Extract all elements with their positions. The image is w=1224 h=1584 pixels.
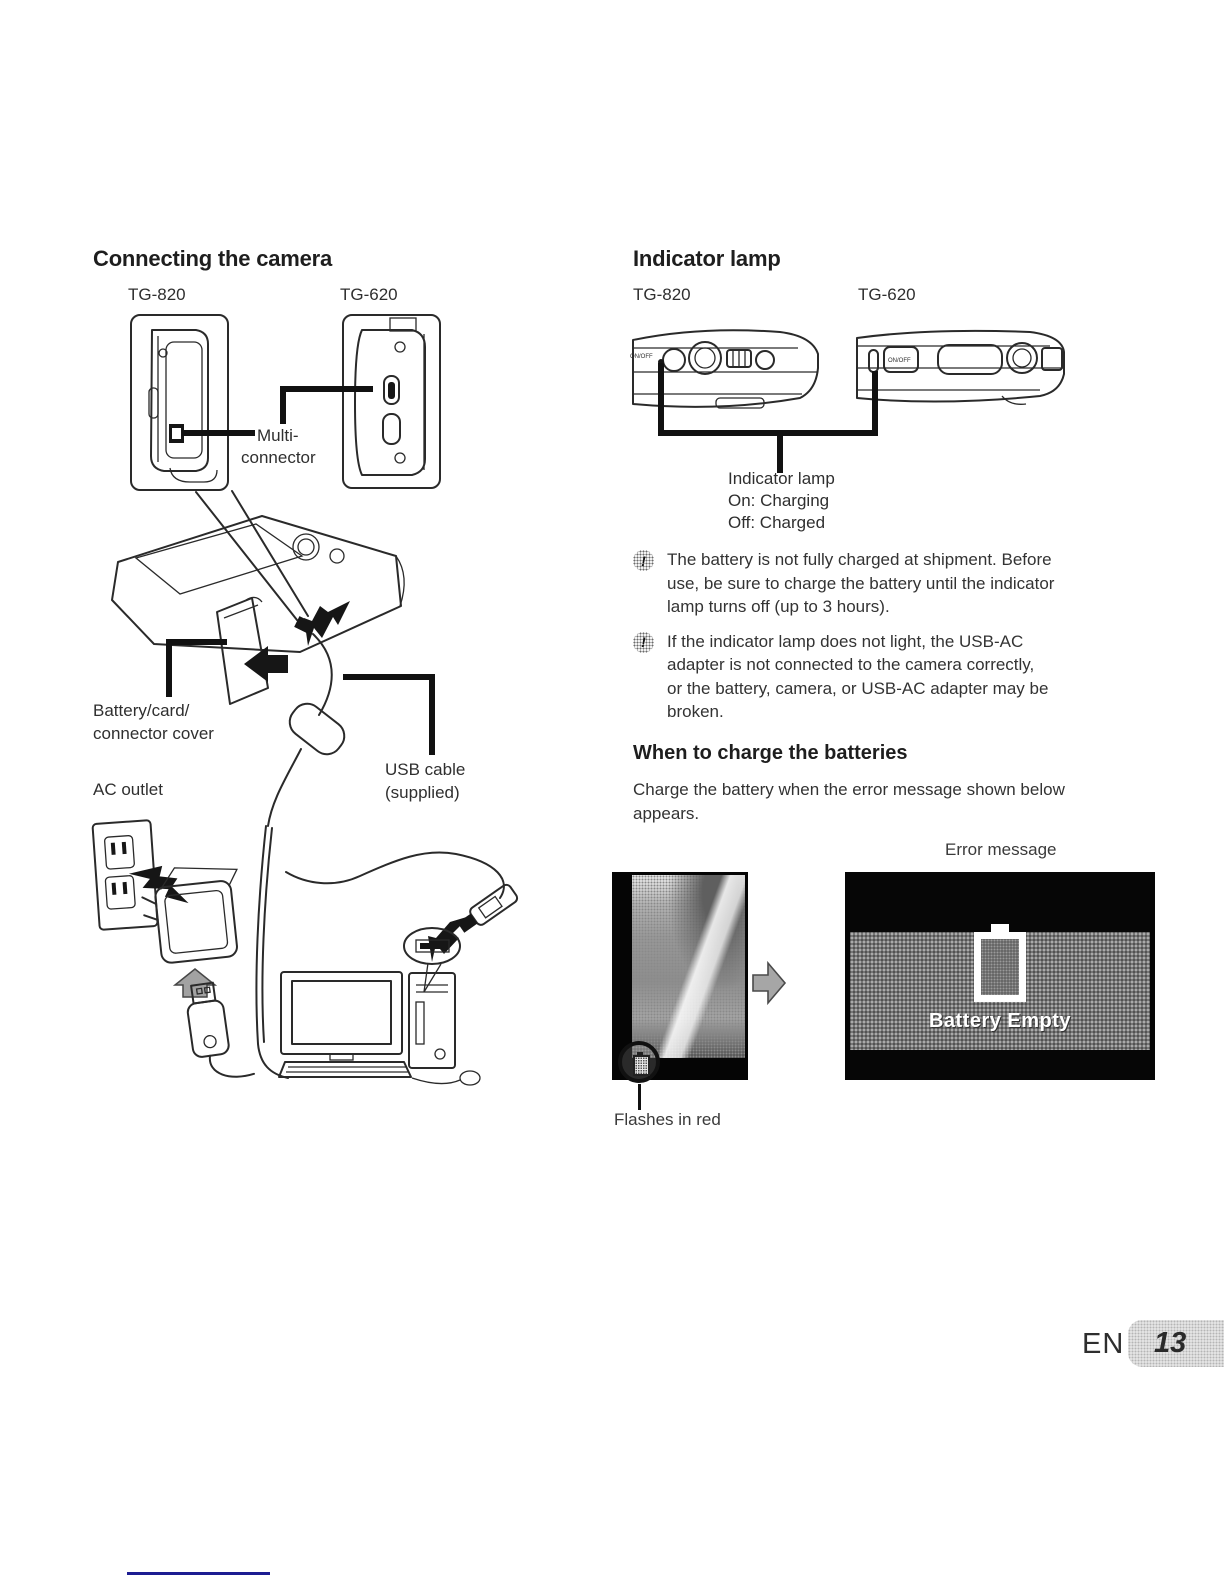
ac-outlet-label: AC outlet: [93, 780, 163, 799]
error-message-label: Error message: [945, 840, 1057, 859]
multi-connector-label-2: connector: [241, 448, 316, 467]
tg620-onoff-marking: ON/OFF: [888, 358, 911, 364]
right-arrow-icon: [750, 958, 788, 1008]
caution-icon: !: [633, 550, 654, 571]
indicator-off-label: Off: Charged: [728, 513, 826, 532]
note-1-line-3: lamp turns off (up to 3 hours).: [667, 597, 890, 616]
notes-block: [633, 548, 1149, 735]
indicator-lamp-diagram: [625, 278, 1185, 540]
tg820-label-left: TG-820: [128, 285, 186, 304]
battery-cover-label-1: Battery/card/: [93, 701, 190, 720]
tg620-label-right: TG-620: [858, 285, 916, 304]
note-2-line-3: or the battery, camera, or USB-AC adapter may be: [667, 678, 1049, 698]
cable-sweep-right: [286, 852, 504, 898]
charge-body: [633, 778, 1153, 826]
usb-connector-drawing: [455, 883, 519, 936]
indicator-on-label: On: Charging: [728, 491, 830, 510]
tg620-label-left: TG-620: [340, 285, 398, 304]
tg820-onoff-marking: ON/OFF: [630, 354, 653, 360]
language-code: EN: [1082, 1328, 1125, 1360]
note-1-line-1: The battery is not fully charged at shipment. Before: [667, 550, 1052, 569]
computer-drawing: [279, 972, 480, 1085]
battery-empty-text: Battery Empty: [928, 1010, 1072, 1032]
flashes-label: Flashes in red: [614, 1110, 721, 1129]
footer-blue-line: [127, 1572, 270, 1575]
note-2-line-4: broken.: [667, 702, 724, 721]
lcd-photo-image: [632, 875, 745, 1058]
lcd-photo-screen: [612, 872, 748, 1080]
battery-indicator-circle: [618, 1041, 660, 1083]
note-2-line-1: If the indicator lamp does not light, the USB-AC: [667, 631, 1024, 651]
tg620-top-view: [857, 331, 1064, 404]
note-1-text: [667, 548, 1054, 619]
tg620-indicator-lamp-pill: [869, 350, 878, 372]
usb-cable-label-2: (supplied): [385, 783, 460, 802]
battery-cover-label-2: connector cover: [93, 724, 214, 743]
tg820-side-diagram: [131, 315, 228, 490]
ferrite-core: [284, 698, 351, 761]
usb-cable-leader: [346, 677, 432, 752]
usb-cable-upper: [313, 634, 332, 715]
battery-icon-small: [633, 1055, 650, 1076]
usb-cable-label-1: USB cable: [385, 760, 466, 779]
flashes-leader-line: [638, 1084, 641, 1110]
charge-body-line-2: appears.: [633, 804, 700, 823]
error-message-screen: [845, 872, 1155, 1080]
note-2-text: [667, 630, 1048, 724]
battery-cover-leader: [169, 642, 224, 694]
tg620-side-diagram: [343, 315, 440, 488]
connecting-heading: Connecting the camera: [93, 246, 333, 271]
cable-to-computer: [256, 826, 288, 1078]
caution-icon: !: [633, 632, 654, 653]
indicator-lamp-label: Indicator lamp: [728, 469, 835, 488]
page-number-pill: [1128, 1320, 1224, 1367]
multi-connector-label-1: Multi-: [257, 426, 299, 445]
note-2: [633, 630, 1149, 724]
connection-diagram: [85, 278, 565, 1100]
charge-subheading: When to charge the batteries: [633, 742, 908, 764]
page-number: 13: [1154, 1327, 1187, 1359]
indicator-lamp-leader: [661, 366, 875, 433]
charge-body-line-1: Charge the battery when the error message shown below: [633, 780, 1065, 799]
tg820-label-right: TG-820: [633, 285, 691, 304]
note-1-line-2: use, be sure to charge the battery until the indicator: [667, 573, 1055, 593]
error-screen-band: [850, 932, 1150, 1050]
note-2-line-2: adapter is not connected to the camera correctly,: [667, 655, 1035, 674]
multi-connector-leader-right: [283, 389, 370, 421]
open-cover: [217, 598, 268, 704]
battery-empty-icon: [974, 932, 1026, 1002]
note-1: [633, 548, 1149, 619]
indicator-heading: Indicator lamp: [633, 246, 781, 271]
